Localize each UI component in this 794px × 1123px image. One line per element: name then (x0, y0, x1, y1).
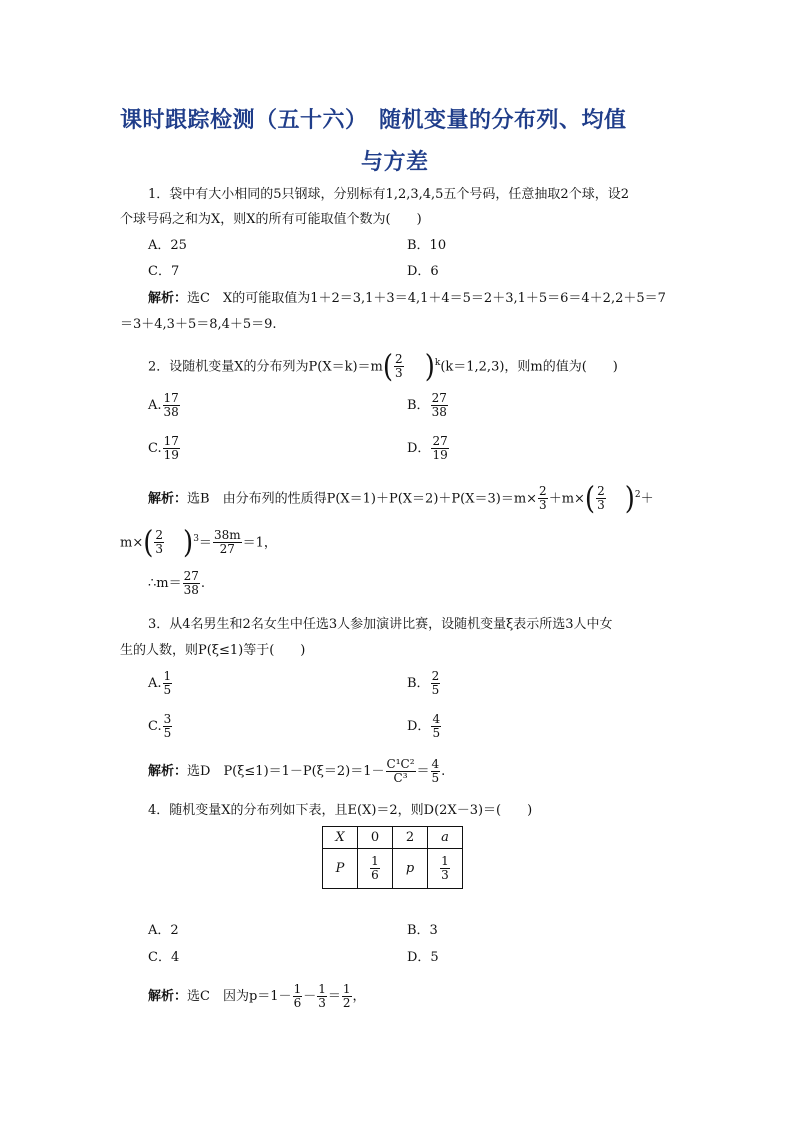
q3-option-c (148, 713, 173, 740)
q4-table-cell (358, 849, 393, 889)
q2-sol-line3-pre: ∴m＝ (148, 576, 182, 591)
q3-d-num: 4 (432, 712, 441, 726)
q2-d-den: 19 (432, 448, 448, 462)
q4-sol-eq: ＝ (327, 989, 341, 1004)
q4-option-b: B．3 (407, 923, 438, 938)
q4-sol-f1-num: 1 (293, 982, 302, 996)
q3-stem-line2: 生的人数，则P(ξ≤1)等于( ) (120, 643, 306, 658)
q2-c-num: 17 (163, 434, 179, 448)
q2-sol-frac3-num: 2 (155, 528, 164, 543)
q2-left-paren: ( (382, 348, 394, 385)
q4-sol-end: ， (352, 989, 366, 1004)
q2-option-b-label: B． (407, 398, 430, 413)
q2-sol-sup2: 2 (634, 490, 641, 500)
q2-sol-line2-pre: m× (120, 535, 144, 551)
q3-solution (148, 758, 445, 785)
q2-b-den: 38 (431, 405, 447, 419)
q4-table-cell: p (393, 849, 428, 889)
q4-sol-f1-den: 6 (293, 996, 302, 1010)
q4-option-d: D．5 (407, 950, 439, 965)
q2-option-d (407, 435, 450, 462)
q3-option-b-label: B． (407, 676, 430, 691)
q2-stem-post: (k＝1,2,3)，则m的值为( ) (440, 359, 618, 375)
q4-table-row-x (323, 827, 463, 849)
q2-sol-frac2-num: 2 (597, 484, 605, 499)
q1-stem-line1: 1．袋中有大小相同的5只钢球，分别标有1,2,3,4,5五个号码，任意抽取2个球，设2 (148, 187, 629, 202)
q4-table-cell (428, 849, 463, 889)
q4-t-c3-num: 1 (441, 854, 449, 868)
q2-solution-line1: 解析：选B 由分布列的性质得P(X＝1)＋P(X＝2)＋P(X＝3)＝m× $\frac{2}{3}$ ＋m×( $\frac{2}{3}$ )$^2$＋ (148, 480, 654, 517)
q3-sol-ans-num: 4 (431, 757, 440, 771)
q2-sol-frac1-num: 2 (539, 484, 547, 499)
q3-c-num: 3 (163, 712, 172, 726)
q2-stem (148, 348, 618, 385)
page-title-line1: 课时跟踪检测（五十六） 随机变量的分布列、均值 (120, 108, 627, 133)
q1-option-d: D．6 (407, 264, 439, 279)
q3-sol-frac-den: C³ (393, 771, 408, 785)
q2-d-num: 27 (432, 434, 448, 448)
q4-t-c1-den: 6 (371, 868, 379, 882)
q2-solution-text1: 选B 由分布列的性质得P(X＝1)＋P(X＝2)＋P(X＝3)＝m× (187, 491, 538, 507)
q2-sol-eq1: ＝1， (242, 535, 277, 551)
q4-distribution-table (322, 826, 463, 889)
q2-option-c-label: C. (148, 441, 162, 456)
q3-d-den: 5 (432, 726, 441, 740)
q4-table-cell: 2 (393, 827, 428, 849)
q2-sol-dot: . (200, 576, 206, 591)
q3-sol-ans-den: 5 (431, 771, 440, 785)
q1-option-b: B．10 (407, 238, 447, 253)
q2-a-den: 38 (163, 405, 179, 419)
q2-frac-den: 3 (395, 366, 403, 381)
q4-table-cell: a (428, 827, 463, 849)
q3-option-a (148, 670, 173, 697)
q3-a-num: 1 (163, 669, 172, 683)
q4-option-a: A．2 (148, 923, 179, 938)
q2-solution-label: 解析： (148, 491, 188, 507)
q1-option-a: A．25 (148, 238, 187, 253)
q3-solution-text: 选D P(ξ≤1)＝1－P(ξ＝2)＝1－ (187, 764, 385, 779)
q2-option-d-label: D． (407, 441, 431, 456)
q4-table-cell: P (323, 849, 358, 889)
q3-sol-dot: . (441, 764, 446, 779)
q2-sol-frac2-den: 3 (597, 498, 605, 513)
q2-sol-sup3: 3 (193, 534, 199, 544)
q4-t-c3-den: 3 (441, 868, 449, 882)
q2-sol-times-m: ＋m× (548, 491, 585, 507)
q4-table-row-p (323, 849, 463, 889)
q2-a-num: 17 (163, 391, 179, 405)
q4-sol-f3-den: 2 (342, 996, 351, 1010)
q4-option-c: C．4 (148, 950, 180, 965)
q3-sol-frac-num: C¹C² (386, 757, 415, 771)
q2-option-a-label: A. (148, 398, 162, 413)
q4-t-c1-num: 1 (371, 854, 379, 868)
q3-solution-label: 解析： (148, 764, 188, 779)
q2-sol-plus: ＋ (640, 491, 654, 507)
q1-stem-line2: 个球号码之和为X，则X的所有可能取值个数为( ) (120, 212, 422, 227)
q2-stem-pre: 2．设随机变量X的分布列为P(X＝k)＝m (148, 359, 383, 375)
q3-b-den: 5 (431, 683, 440, 697)
q3-sol-eq: ＝ (416, 764, 430, 779)
q2-sol-frac4-num: 38m (213, 528, 241, 543)
q4-sol-f2-den: 3 (318, 996, 326, 1010)
q4-table-cell: X (323, 827, 358, 849)
q2-sol-frac4-den: 27 (219, 542, 235, 557)
q2-solution-line2: m×( $\frac{2}{3}$ )$^3$＝ $\frac{38m}{27}$ ＝1， (120, 524, 277, 561)
q2-sol-ans-den: 38 (183, 583, 199, 597)
q2-option-a (148, 392, 181, 419)
q2-option-b (407, 392, 449, 419)
q2-b-num: 27 (431, 391, 447, 405)
q3-option-a-label: A. (148, 676, 162, 691)
q1-option-c: C．7 (148, 264, 180, 279)
q3-c-den: 5 (163, 726, 172, 740)
q2-sol-frac1-den: 3 (539, 498, 547, 513)
q4-stem: 4．随机变量X的分布列如下表，且E(X)＝2，则D(2X－3)＝( ) (148, 803, 533, 818)
q2-solution-line3 (148, 570, 205, 597)
q3-option-b (407, 670, 441, 697)
q3-option-c-label: C. (148, 719, 162, 734)
q4-sol-minus: － (303, 989, 317, 1004)
q2-sol-ans-num: 27 (183, 569, 199, 583)
q2-right-paren: ) (424, 348, 435, 385)
q4-sol-f3-num: 1 (342, 982, 351, 996)
q3-stem-line1: 3．从4名男生和2名女生中任选3人参加演讲比赛，设随机变量ξ表示所选3人中女 (148, 617, 613, 632)
q4-sol-f2-num: 1 (318, 982, 326, 996)
q4-solution (148, 983, 366, 1010)
q4-solution-label: 解析： (148, 989, 188, 1004)
q1-solution-line1 (148, 290, 666, 307)
q4-table-cell: 0 (358, 827, 393, 849)
q1-solution-text1: 选C X的可能取值为1＋2＝3,1＋3＝4,1＋4＝5＝2＋3,1＋5＝6＝4＋2,2＋5＝7 (187, 291, 666, 306)
q3-option-d (407, 713, 442, 740)
q3-a-den: 5 (163, 683, 172, 697)
q4-solution-text: 选C 因为p＝1－ (187, 989, 292, 1004)
q1-solution-label: 解析： (148, 291, 188, 306)
q2-stem-fraction (394, 353, 404, 380)
q1-solution-line2: ＝3＋4,3＋5＝8,4＋5＝9. (120, 317, 277, 332)
q3-b-num: 2 (431, 669, 440, 683)
q2-frac-num: 2 (395, 352, 403, 367)
q2-sup-k: k (434, 358, 441, 368)
q3-option-d-label: D． (407, 719, 431, 734)
page-title-line2: 与方差 (361, 150, 429, 175)
q2-option-c (148, 435, 181, 462)
q2-sol-eq: ＝ (198, 535, 212, 551)
q2-sol-frac3-den: 3 (155, 542, 164, 557)
q2-c-den: 19 (163, 448, 179, 462)
